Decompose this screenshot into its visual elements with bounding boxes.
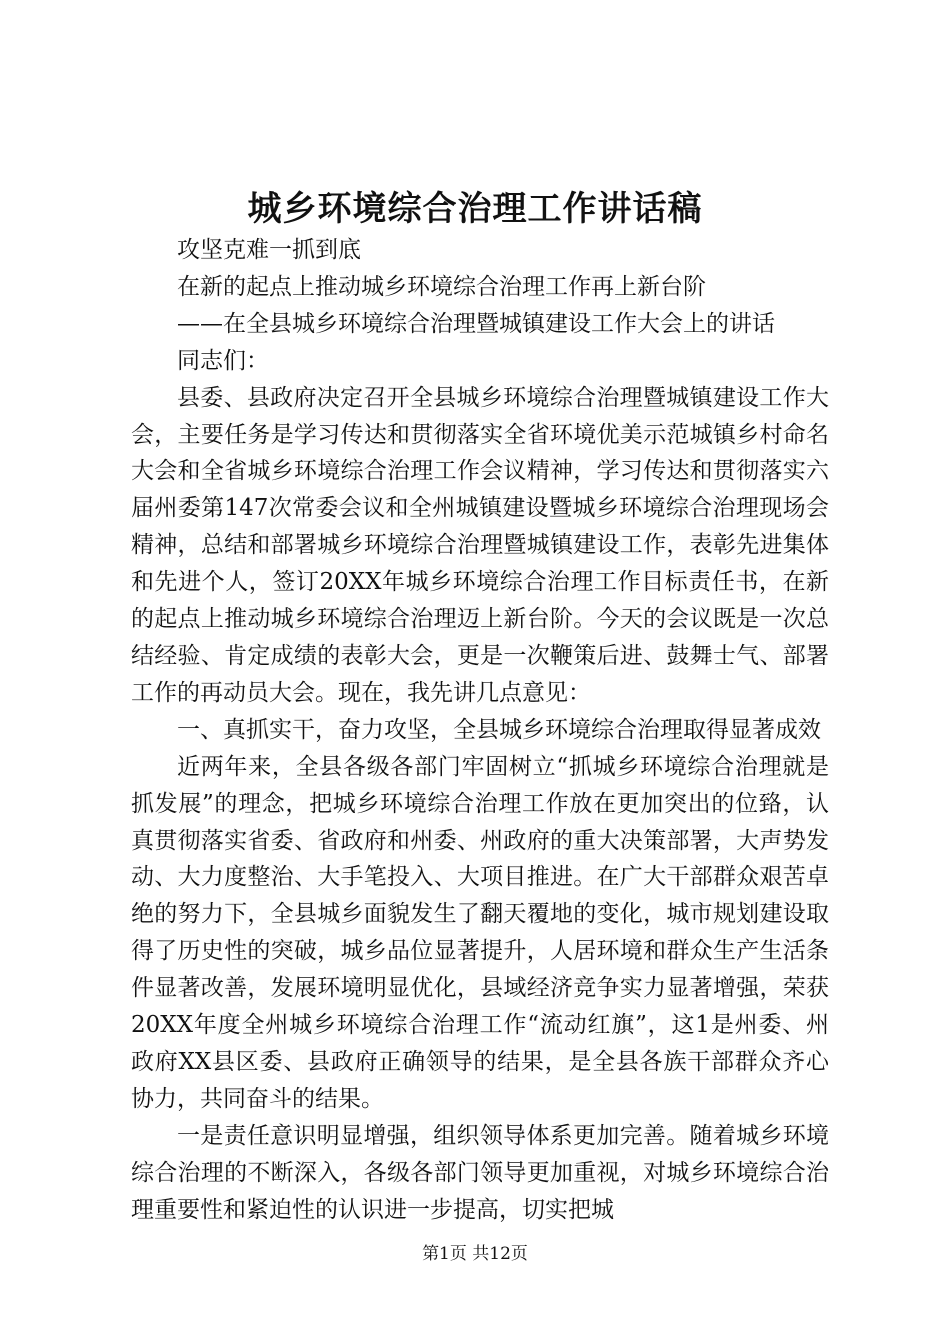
page-number-footer: 第1页 共12页 — [422, 1244, 528, 1264]
subtitle-line: 在新的起点上推动城乡环境综合治理工作再上新台阶 — [177, 273, 706, 300]
document-title: 城乡环境综合治理工作讲话稿 — [247, 189, 703, 229]
subtitle-line: ——在全县城乡环境综合治理暨城镇建设工作大会上的讲话 — [177, 310, 775, 337]
document-body — [131, 232, 829, 1228]
subtitle-line: 攻坚克难一抓到底 — [177, 237, 361, 263]
salutation: 同志们： — [177, 347, 269, 374]
body-paragraph: 县委、县政府决定召开全县城乡环境综合治理暨城镇建设工作大会，主要任务是学习传达和贯彻落实全省环境优美示范城镇乡村命名大会和全省城乡环境综合治理工作会议精神，学习传达和贯彻落实六届州委第147次常委会议和全州城镇建设暨城乡环境综合治理现场会精神，总结和部署城乡环境综合治理暨城镇建设工作，表彰先进集体和先进个人，签订20XX年城乡环境综合治理工作目标责任书，在新的起点上推动城乡环境综合治理迈上新台阶。今天的会议既是一次总结经验、肯定成绩的表彰大会，更是一次鞭策后进、鼓舞士气、部署工作的再动员大会。现在，我先讲几点意见： — [131, 384, 829, 706]
body-paragraph: 一是责任意识明显增强，组织领导体系更加完善。随着城乡环境综合治理的不断深入，各级各部门领导更加重视，对城乡环境综合治理重要性和紧迫性的认识进一步提高，切实把城 — [131, 1122, 829, 1223]
section-heading: 一、真抓实干，奋力攻坚，全县城乡环境综合治理取得显著成效 — [177, 716, 821, 743]
body-paragraph: 近两年来，全县各级各部门牢固树立“抓城乡环境综合治理就是抓发展”的理念，把城乡环境综合治理工作放在更加突出的位臵，认真贯彻落实省委、省政府和州委、州政府的重大决策部署，大声势发动、大力度整治、大手笔投入、大项目推进。在广大干部群众艰苦卓绝的努力下，全县城乡面貌发生了翻天覆地的变化，城市规划建设取得了历史性的突破，城乡品位显著提升，人居环境和群众生产生活条件显著改善，发展环境明显优化，县域经济竞争实力显著增强，荣获20XX年度全州城乡环境综合治理工作“流动红旗”，这1是州委、州政府XX县区委、县政府正确领导的结果，是全县各族干部群众齐心协力，共同奋斗的结果。 — [131, 753, 829, 1112]
